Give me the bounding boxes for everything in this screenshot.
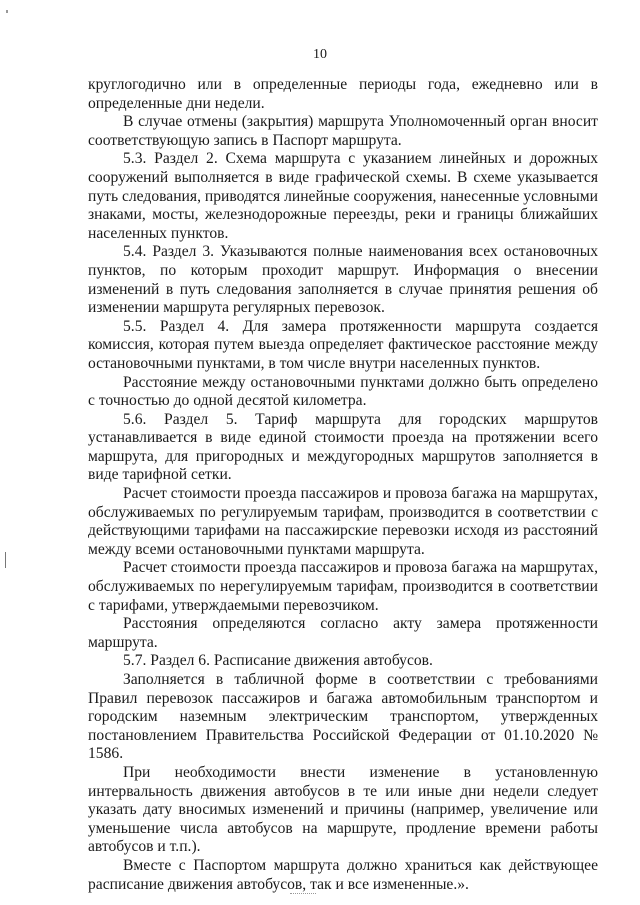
- paragraph-unregulated-tariffs: Расчет стоимости проезда пассажиров и провоза багажа на маршрутах, обслуживаемых по нерегулируемым тарифам, производится в соответствии с тарифами, утверждаемыми перевозчиком.: [88, 559, 598, 614]
- scan-edge-mark: [5, 552, 6, 568]
- paragraph-table-form: Заполняется в табличной форме в соответствии с требованиями Правил перевозок пассажиров и багажа автомобильным транспортом и городским наземным электрическим транспортом, утвержденных постановлением Правительства Российской Федерации от 01.10.2020 № 1586.: [88, 671, 598, 763]
- paragraph-section-6-schedule: 5.7. Раздел 6. Расписание движения автобусов.: [123, 652, 433, 670]
- paragraph-section-5-tariff: 5.6. Раздел 5. Тариф маршрута для городских маршрутов устанавливается в виде единой стоимости проезда на протяжении всего маршрута, для пригородных и междугородных маршрутов заполняется в виде тарифной сетки.: [88, 410, 598, 484]
- paragraph-route-cancellation: В случае отмены (закрытия) маршрута Уполномоченный орган вносит соответствующую запись в Паспорт маршрута.: [88, 113, 598, 149]
- paragraph-section-4-length: 5.5. Раздел 4. Для замера протяженности маршрута создается комиссия, которая путем выезда определяет фактическое расстояние между остановочными пунктами, в том числе внутри населенных пунктов.: [88, 317, 598, 372]
- paragraph-schedule-storage: Вместе с Паспортом маршрута должно храниться как действующее расписание движения автобусов, так и все измененные.».: [88, 856, 598, 893]
- paragraph-interval-changes: При необходимости внести изменение в установленную интервальность движения автобусов в те или иные дни недели следует указать дату вносимых изменений и причины (например, увеличение или уменьшение числа автобусов на маршруте, продление времени работы автобусов и т.п.).: [88, 763, 598, 856]
- paragraph-continuation: круглогодично или в определенные периоды года, ежедневно или в определенные дни недели.: [88, 76, 598, 112]
- paragraph-section-2-scheme: 5.3. Раздел 2. Схема маршрута с указанием линейных и дорожных сооружений выполняется в виде графической схемы. В схеме указывается путь следования, приводятся линейные сооружения, нанесенные условными знаками, мосты, железнодорожные переезды, реки и границы ближайших населенных пунктов.: [88, 150, 598, 242]
- paragraph-regulated-tariffs: Расчет стоимости проезда пассажиров и провоза багажа на маршрутах, обслуживаемых по регулируемым тарифам, производится в соответствии с действующими тарифами на пассажирские перевозки исходя из расстояний между всеми остановочными пунктами маршрута.: [88, 485, 598, 558]
- scan-speck: [6, 10, 8, 13]
- paragraph-distances: Расстояния определяются согласно акту замера протяженности маршрута.: [88, 615, 598, 651]
- page-number: 10: [313, 47, 327, 62]
- paragraph-section-3-stops: 5.4. Раздел 3. Указываются полные наименования всех остановочных пунктов, по которым проходит маршрут. Информация о внесении изменений в путь следования заполняется в случае принятия решения об изменении маршрута регулярных перевозок.: [88, 243, 598, 317]
- document-body: [88, 76, 598, 894]
- paragraph-distance-precision: Расстояние между остановочными пунктами должно быть определено с точностью до одной десятой километра.: [88, 373, 598, 410]
- scan-bottom-mark: [290, 893, 316, 895]
